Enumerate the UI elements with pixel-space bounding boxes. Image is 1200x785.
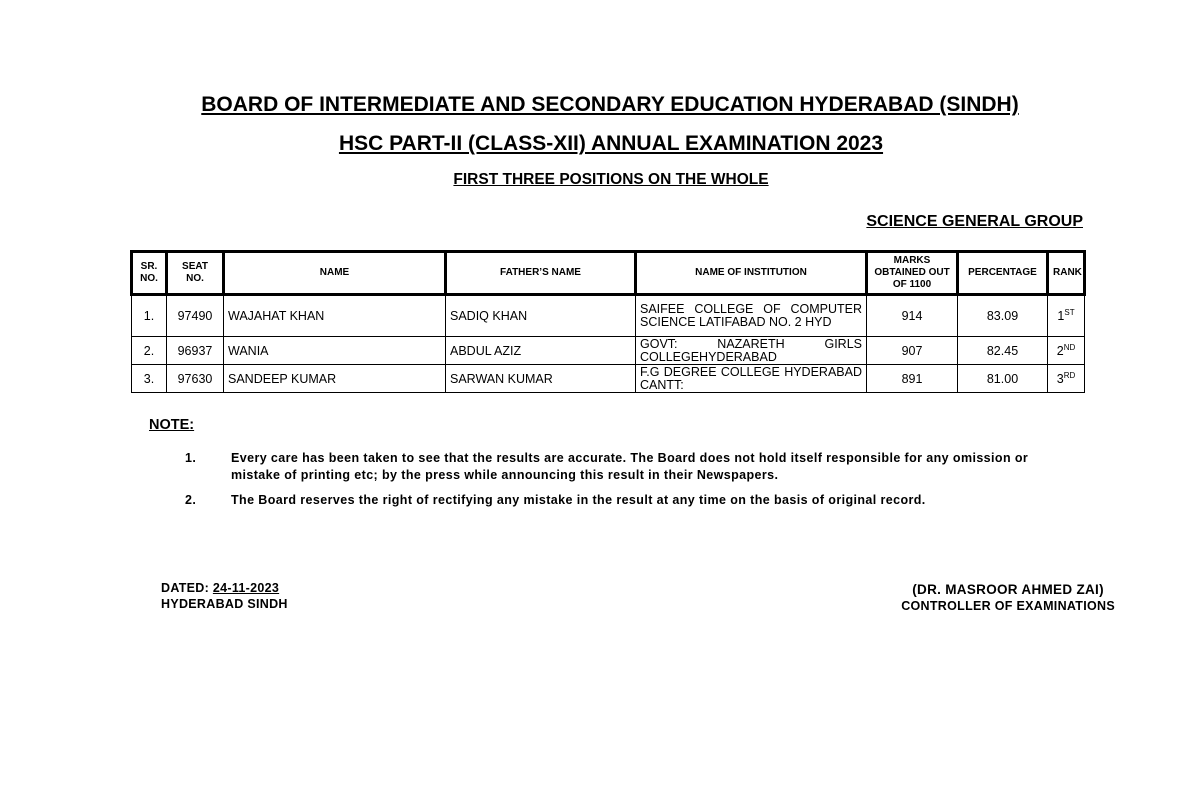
dated-block	[161, 580, 288, 612]
institution-cell: SAIFEE COLLEGE OF COMPUTER SCIENCE LATIFABAD NO. 2 HYD	[636, 295, 867, 337]
institution-cell: GOVT: NAZARETH GIRLS COLLEGEHYDERABAD	[636, 337, 867, 365]
note-item-2	[185, 492, 1075, 509]
place: HYDERABAD SINDH	[161, 597, 288, 611]
name-cell: WAJAHAT KHAN	[224, 295, 446, 337]
table-row	[132, 337, 1085, 365]
note-heading: NOTE:	[149, 417, 195, 433]
results-table	[130, 250, 1086, 393]
seat-cell: 97490	[167, 295, 224, 337]
father-cell: SARWAN KUMAR	[446, 365, 636, 393]
marks-cell: 914	[867, 295, 958, 337]
col-institution: NAME OF INSTITUTION	[636, 252, 867, 295]
name-cell: SANDEEP KUMAR	[224, 365, 446, 393]
percentage-cell: 83.09	[958, 295, 1048, 337]
marks-cell: 891	[867, 365, 958, 393]
dated-label: DATED:	[161, 581, 210, 595]
col-name: NAME	[224, 252, 446, 295]
signature-block	[901, 582, 1115, 614]
sr-cell: 3.	[132, 365, 167, 393]
rank-cell: 1ST	[1048, 295, 1085, 337]
signatory-title: CONTROLLER OF EXAMINATIONS	[901, 599, 1115, 613]
seat-cell: 97630	[167, 365, 224, 393]
table-row	[132, 365, 1085, 393]
note-item-1	[185, 450, 1075, 484]
signatory-name: (DR. MASROOR AHMED ZAI)	[912, 582, 1104, 597]
sr-cell: 2.	[132, 337, 167, 365]
percentage-cell: 82.45	[958, 337, 1048, 365]
father-cell: SADIQ KHAN	[446, 295, 636, 337]
rank-cell: 3RD	[1048, 365, 1085, 393]
table-header-row	[132, 252, 1085, 295]
father-cell: ABDUL AZIZ	[446, 337, 636, 365]
sr-cell: 1.	[132, 295, 167, 337]
table-row	[132, 295, 1085, 337]
board-title: BOARD OF INTERMEDIATE AND SECONDARY EDUCATION HYDERABAD (SINDH)	[201, 93, 1019, 116]
percentage-cell: 81.00	[958, 365, 1048, 393]
name-cell: WANIA	[224, 337, 446, 365]
col-marks: MARKS OBTAINED OUT OF 1100	[867, 252, 958, 295]
seat-cell: 96937	[167, 337, 224, 365]
institution-cell: F.G DEGREE COLLEGE HYDERABAD CANTT:	[636, 365, 867, 393]
col-seat-no: SEAT NO.	[167, 252, 224, 295]
note-number: 2.	[185, 493, 197, 507]
group-heading: SCIENCE GENERAL GROUP	[866, 213, 1083, 230]
exam-title: HSC PART-II (CLASS-XII) ANNUAL EXAMINATION 2023	[338, 132, 884, 155]
rank-cell: 2ND	[1048, 337, 1085, 365]
col-father-name: FATHER’S NAME	[446, 252, 636, 295]
date-value: 24-11-2023	[212, 581, 280, 595]
positions-subtitle: FIRST THREE POSITIONS ON THE WHOLE	[453, 171, 769, 188]
note-text: The Board reserves the right of rectifying any mistake in the result at any time on the basis of original record.	[231, 493, 926, 507]
marks-cell: 907	[867, 337, 958, 365]
note-text: Every care has been taken to see that the results are accurate. The Board does not hold itself responsible for any omission or mistake of printing etc; by the press while announcing this result in their Newspapers.	[231, 451, 1029, 482]
col-percentage: PERCENTAGE	[958, 252, 1048, 295]
note-number: 1.	[185, 451, 197, 465]
col-rank: RANK	[1048, 252, 1085, 295]
col-sr-no: SR. NO.	[132, 252, 167, 295]
